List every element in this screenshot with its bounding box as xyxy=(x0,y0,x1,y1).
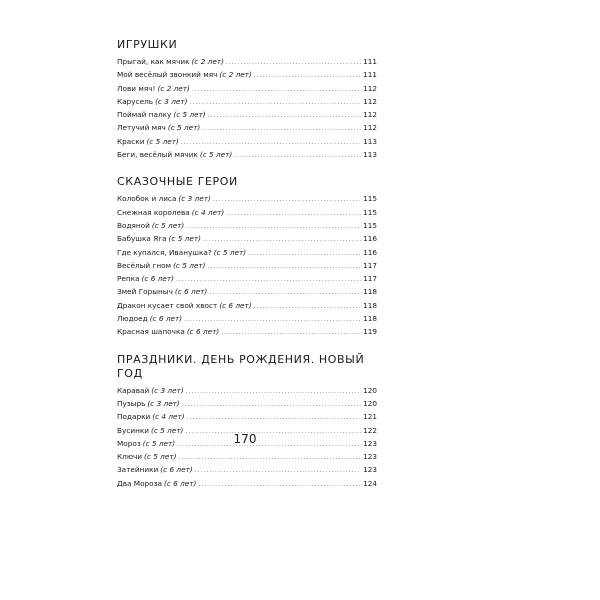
entry-page: 115 xyxy=(363,207,377,217)
entry-title: Красная шапочка xyxy=(117,327,185,337)
toc-entry xyxy=(117,246,377,259)
entry-title: Прыгай, как мячик xyxy=(117,57,190,66)
toc-entry xyxy=(117,82,377,95)
entry-page: 111 xyxy=(363,57,377,66)
dot-leader xyxy=(195,464,361,477)
dot-leader xyxy=(176,273,361,286)
entry-age: (с 5 лет) xyxy=(168,234,201,244)
dot-leader xyxy=(189,96,361,109)
entry-title: Бусинки xyxy=(117,425,149,435)
entry-age: (с 6 лет) xyxy=(186,327,220,337)
entry-title: Беги, весёлый мячик xyxy=(117,150,198,160)
entry-age: (с 2 лет) xyxy=(191,57,224,66)
entry-title: Колобок и лиса xyxy=(117,194,177,204)
dot-leader xyxy=(254,300,361,313)
toc-entry xyxy=(117,135,377,148)
entry-page: 116 xyxy=(363,247,377,257)
entry-page: 115 xyxy=(363,194,377,204)
toc-entry xyxy=(117,384,377,397)
toc-entry xyxy=(117,299,377,312)
entry-age: (с 6 лет) xyxy=(141,274,174,284)
entry-page: 120 xyxy=(363,398,377,408)
entry-title: Дракон кусает свой хвост xyxy=(117,300,218,310)
entry-page: 115 xyxy=(363,220,377,230)
entry-age: (с 5 лет) xyxy=(167,123,201,133)
entry-age: (с 4 лет) xyxy=(152,412,185,422)
entry-page: 111 xyxy=(363,70,377,80)
dot-leader xyxy=(203,233,361,246)
entry-age: (с 3 лет) xyxy=(155,96,188,106)
toc-entry xyxy=(117,450,377,463)
toc-list xyxy=(117,55,377,161)
toc-entry xyxy=(117,95,377,108)
entry-age: (с 4 лет) xyxy=(191,207,225,217)
dot-leader xyxy=(178,451,361,464)
toc-entry xyxy=(117,55,377,68)
entry-age: (с 2 лет) xyxy=(219,70,252,80)
dot-leader xyxy=(182,398,361,411)
entry-page: 112 xyxy=(363,83,377,93)
toc-section-fairy-heroes xyxy=(117,175,377,338)
toc-entry xyxy=(117,148,377,161)
toc-entry xyxy=(117,477,377,490)
toc-entry xyxy=(117,312,377,325)
dot-leader xyxy=(186,220,361,233)
entry-title: Летучий мяч xyxy=(117,123,166,133)
toc-entry xyxy=(117,272,377,285)
entry-page: 123 xyxy=(363,438,377,448)
section-title: ПРАЗДНИКИ. ДЕНЬ РОЖДЕНИЯ. НОВЫЙ ГОД xyxy=(117,352,365,380)
dot-leader xyxy=(207,260,361,273)
entry-title: Снежная королева xyxy=(117,207,190,217)
entry-page: 119 xyxy=(363,327,377,337)
entry-age: (с 5 лет) xyxy=(146,136,179,146)
entry-title: Два Мороза xyxy=(117,478,162,488)
entry-title: Мороз xyxy=(117,438,141,448)
entry-age: (с 6 лет) xyxy=(219,300,252,310)
entry-title: Подарки xyxy=(117,412,151,422)
toc-entry xyxy=(117,68,377,81)
dot-leader xyxy=(208,109,361,122)
entry-age: (с 5 лет) xyxy=(151,220,185,230)
dot-leader xyxy=(226,56,361,69)
dot-leader xyxy=(213,193,361,206)
toc-entry xyxy=(117,121,377,134)
entry-age: (с 5 лет) xyxy=(173,260,206,270)
dot-leader xyxy=(202,122,361,135)
entry-age: (с 5 лет) xyxy=(213,247,247,257)
toc-entry xyxy=(117,397,377,410)
entry-page: 121 xyxy=(363,412,377,422)
entry-title: Водяной xyxy=(117,220,150,230)
entry-age: (с 6 лет) xyxy=(174,287,208,297)
entry-title: Карусель xyxy=(117,96,154,106)
dot-leader xyxy=(226,207,361,220)
dot-leader xyxy=(192,83,361,96)
entry-page: 118 xyxy=(363,314,377,324)
entry-title: Людоед xyxy=(117,314,148,324)
entry-age: (с 5 лет) xyxy=(142,438,176,448)
entry-title: Лови мяч! xyxy=(117,83,156,93)
toc-entry xyxy=(117,232,377,245)
dot-leader xyxy=(181,136,361,149)
toc-list xyxy=(117,192,377,338)
toc-entry xyxy=(117,285,377,298)
section-title: ИГРУШКИ xyxy=(117,38,178,51)
entry-age: (с 3 лет) xyxy=(178,194,211,204)
toc-entry xyxy=(117,108,377,121)
toc-entry xyxy=(117,206,377,219)
entry-title: Ключи xyxy=(117,452,143,462)
entry-page: 120 xyxy=(363,385,377,395)
toc-section-holidays xyxy=(117,353,377,490)
dot-leader xyxy=(248,247,361,260)
dot-leader xyxy=(198,478,361,491)
entry-page: 112 xyxy=(363,123,377,133)
entry-title: Затейники xyxy=(117,465,159,475)
entry-page: 123 xyxy=(363,465,377,475)
toc-entry xyxy=(117,325,377,338)
entry-age: (с 3 лет) xyxy=(151,385,184,395)
entry-page: 113 xyxy=(363,136,377,146)
entry-title: Бабушка Яга xyxy=(117,234,167,244)
dot-leader xyxy=(184,313,361,326)
entry-page: 112 xyxy=(363,110,377,120)
entry-page: 118 xyxy=(363,287,377,297)
entry-page: 123 xyxy=(363,452,377,462)
entry-title: Змей Горыныч xyxy=(117,287,173,297)
entry-page: 122 xyxy=(363,425,377,435)
entry-page: 113 xyxy=(363,150,377,160)
entry-age: (с 5 лет) xyxy=(173,110,206,120)
dot-leader xyxy=(234,149,361,162)
dot-leader xyxy=(209,286,361,299)
section-title: СКАЗОЧНЫЕ ГЕРОИ xyxy=(117,175,238,189)
entry-age: (с 5 лет) xyxy=(151,425,184,435)
entry-page: 124 xyxy=(363,478,377,488)
dot-leader xyxy=(186,385,361,398)
entry-title: Где купался, Иванушка? xyxy=(117,247,212,257)
dot-leader xyxy=(187,411,361,424)
entry-title: Мой весёлый звонкий мяч xyxy=(117,70,218,80)
entry-age: (с 6 лет) xyxy=(164,478,197,488)
entry-age: (с 6 лет) xyxy=(149,314,183,324)
entry-title: Краски xyxy=(117,136,145,146)
dot-leader xyxy=(254,69,361,82)
entry-title: Репка xyxy=(117,274,140,284)
entry-title: Поймай палку xyxy=(117,110,172,120)
entry-age: (с 2 лет) xyxy=(157,83,190,93)
toc-entry xyxy=(117,259,377,272)
dot-leader xyxy=(221,326,361,339)
toc-entry xyxy=(117,192,377,205)
entry-page: 117 xyxy=(363,274,377,284)
entry-page: 117 xyxy=(363,260,377,270)
entry-age: (с 5 лет) xyxy=(144,452,177,462)
entry-title: Каравай xyxy=(117,385,150,395)
toc-entry xyxy=(117,219,377,232)
entry-title: Весёлый гном xyxy=(117,260,172,270)
toc-section-toys xyxy=(117,38,377,161)
toc-entry xyxy=(117,463,377,476)
entry-age: (с 5 лет) xyxy=(199,150,233,160)
entry-age: (с 3 лет) xyxy=(147,398,180,408)
entry-page: 118 xyxy=(363,300,377,310)
entry-page: 112 xyxy=(363,96,377,106)
page-number: 170 xyxy=(233,432,257,446)
entry-age: (с 6 лет) xyxy=(160,465,193,475)
entry-page: 116 xyxy=(363,234,377,244)
entry-title: Пузырь xyxy=(117,398,146,408)
toc-entry xyxy=(117,410,377,423)
